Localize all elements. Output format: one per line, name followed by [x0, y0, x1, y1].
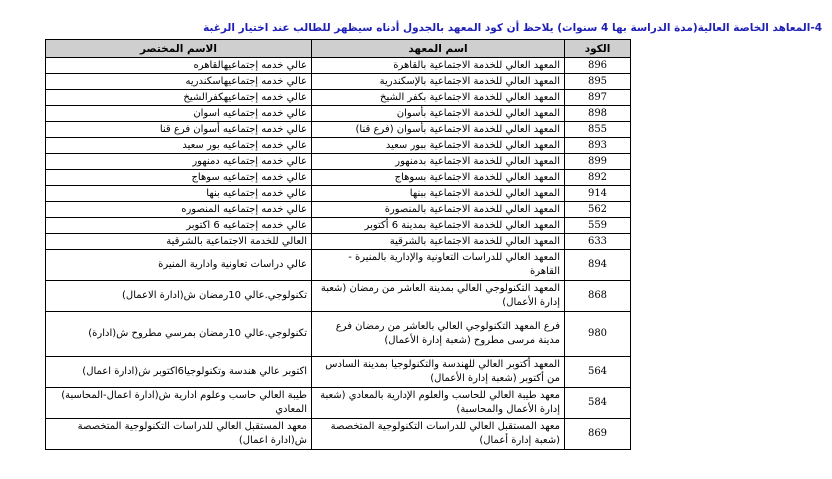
short-name-cell: العالي للخدمة الاجتماعية بالشرقية — [46, 234, 312, 250]
code-cell: 633 — [565, 234, 631, 250]
table-row — [46, 74, 631, 90]
institute-name-cell: المعهد العالي للخدمة الاجتماعية بالقاهرة — [312, 58, 565, 74]
table-body — [46, 58, 631, 450]
institute-name-cell: المعهد العالي للخدمة الاجتماعية ببنها — [312, 186, 565, 202]
code-cell: 899 — [565, 154, 631, 170]
table-row — [46, 106, 631, 122]
table-row — [46, 58, 631, 74]
table-row — [46, 250, 631, 281]
table-row — [46, 218, 631, 234]
short-name-cell: عالي خدمه إجتماعيه بنها — [46, 186, 312, 202]
institute-name-cell: معهد المستقبل العالي للدراسات التكنولوجية المتخصصة (شعبة إدارة أعمال) — [312, 419, 565, 450]
institute-name-cell: المعهد العالي للخدمة الاجتماعية بدمنهور — [312, 154, 565, 170]
section-heading: 4-المعاهد الخاصة العالية(مدة الدراسة بها 4 سنوات) يلاحظ أن كود المعهد بالجدول أدناه سيظهر للطالب عند اختيار الرغبة — [203, 22, 822, 34]
institute-name-cell: المعهد العالي للخدمة الاجتماعية ببور سعيد — [312, 138, 565, 154]
institute-name-cell: المعهد العالي للخدمة الاجتماعية بأسوان (فرع قنا) — [312, 122, 565, 138]
table-row — [46, 357, 631, 388]
institute-name-cell: المعهد العالي للخدمة الاجتماعية بمدينة 6 أكتوبر — [312, 218, 565, 234]
code-cell: 897 — [565, 90, 631, 106]
short-name-cell: عالي خدمه إجتماعيه 6 اكتوبر — [46, 218, 312, 234]
code-cell: 914 — [565, 186, 631, 202]
code-cell: 893 — [565, 138, 631, 154]
institute-name-cell: المعهد العالي للدراسات التعاونية والإدارية بالمنيرة - القاهرة — [312, 250, 565, 281]
short-name-cell: عالي خدمه إجتماعيهالقاهره — [46, 58, 312, 74]
table-row — [46, 170, 631, 186]
institute-name-cell: فرع المعهد التكنولوجي العالي بالعاشر من رمضان فرع مدينة مرسى مطروح (شعبة إدارة الأعمال) — [312, 312, 565, 357]
institute-name-cell: المعهد العالي للخدمة الاجتماعية بالإسكندرية — [312, 74, 565, 90]
header-institute-name: اسم المعهد — [312, 40, 565, 58]
code-cell: 892 — [565, 170, 631, 186]
institute-name-cell: المعهد العالي للخدمة الاجتماعية بسوهاج — [312, 170, 565, 186]
code-cell: 869 — [565, 419, 631, 450]
table-row — [46, 312, 631, 357]
short-name-cell: اكتوبر عالي هندسة وتكنولوجيا6اكتوبر ش(ادارة اعمال) — [46, 357, 312, 388]
short-name-cell: عالي خدمه إجتماعيهكفرالشيخ — [46, 90, 312, 106]
short-name-cell: تكنولوجي.عالي 10رمضان بمرسي مطروح ش(ادارة) — [46, 312, 312, 357]
institutes-table — [45, 39, 631, 450]
table-row — [46, 202, 631, 218]
institute-name-cell: المعهد العالي للخدمة الاجتماعية بالمنصورة — [312, 202, 565, 218]
table-header-row — [46, 40, 631, 58]
header-code: الكود — [565, 40, 631, 58]
code-cell: 868 — [565, 281, 631, 312]
code-cell: 559 — [565, 218, 631, 234]
code-cell: 562 — [565, 202, 631, 218]
header-short-name: الاسم المختصر — [46, 40, 312, 58]
table-row — [46, 138, 631, 154]
table-row — [46, 388, 631, 419]
code-cell: 896 — [565, 58, 631, 74]
short-name-cell: عالي خدمه إجتماعيه أسوان فرع قنا — [46, 122, 312, 138]
table-row — [46, 90, 631, 106]
short-name-cell: عالي خدمه إجتماعيه المنصوره — [46, 202, 312, 218]
short-name-cell: عالي خدمه إجتماعيهاسكندريه — [46, 74, 312, 90]
short-name-cell: عالي خدمه إجتماعيه دمنهور — [46, 154, 312, 170]
table-row — [46, 281, 631, 312]
institute-name-cell: المعهد العالي للخدمة الاجتماعية بأسوان — [312, 106, 565, 122]
institute-name-cell: المعهد التكنولوجي العالي بمدينة العاشر من رمضان (شعبة إدارة الأعمال) — [312, 281, 565, 312]
code-cell: 895 — [565, 74, 631, 90]
code-cell: 855 — [565, 122, 631, 138]
code-cell: 564 — [565, 357, 631, 388]
table-row — [46, 234, 631, 250]
short-name-cell: طيبة العالي حاسب وعلوم ادارية ش(ادارة اعمال-المحاسبة) المعادي — [46, 388, 312, 419]
institute-name-cell: المعهد العالي للخدمة الاجتماعية بالشرقية — [312, 234, 565, 250]
institute-name-cell: المعهد العالي للخدمة الاجتماعية بكفر الشيخ — [312, 90, 565, 106]
table-row — [46, 419, 631, 450]
table-row — [46, 122, 631, 138]
short-name-cell: عالي دراسات تعاونية وادارية المنيرة — [46, 250, 312, 281]
short-name-cell: عالي خدمه إجتماعيه بور سعيد — [46, 138, 312, 154]
table-row — [46, 186, 631, 202]
code-cell: 894 — [565, 250, 631, 281]
short-name-cell: عالي خدمه إجتماعيه اسوان — [46, 106, 312, 122]
short-name-cell: عالي خدمه إجتماعيه سوهاج — [46, 170, 312, 186]
institute-name-cell: المعهد أكتوبر العالي للهندسة والتكنولوجيا بمدينة السادس من أكتوبر (شعبة إدارة الأعمال) — [312, 357, 565, 388]
table-row — [46, 154, 631, 170]
short-name-cell: معهد المستقبل العالي للدراسات التكنولوجية المتخصصة ش(ادارة اعمال) — [46, 419, 312, 450]
institute-name-cell: معهد طيبة العالي للحاسب والعلوم الإدارية بالمعادي (شعبة إدارة الأعمال والمحاسبة) — [312, 388, 565, 419]
code-cell: 898 — [565, 106, 631, 122]
code-cell: 584 — [565, 388, 631, 419]
code-cell: 980 — [565, 312, 631, 357]
short-name-cell: تكنولوجي.عالي 10رمضان ش(ادارة الاعمال) — [46, 281, 312, 312]
